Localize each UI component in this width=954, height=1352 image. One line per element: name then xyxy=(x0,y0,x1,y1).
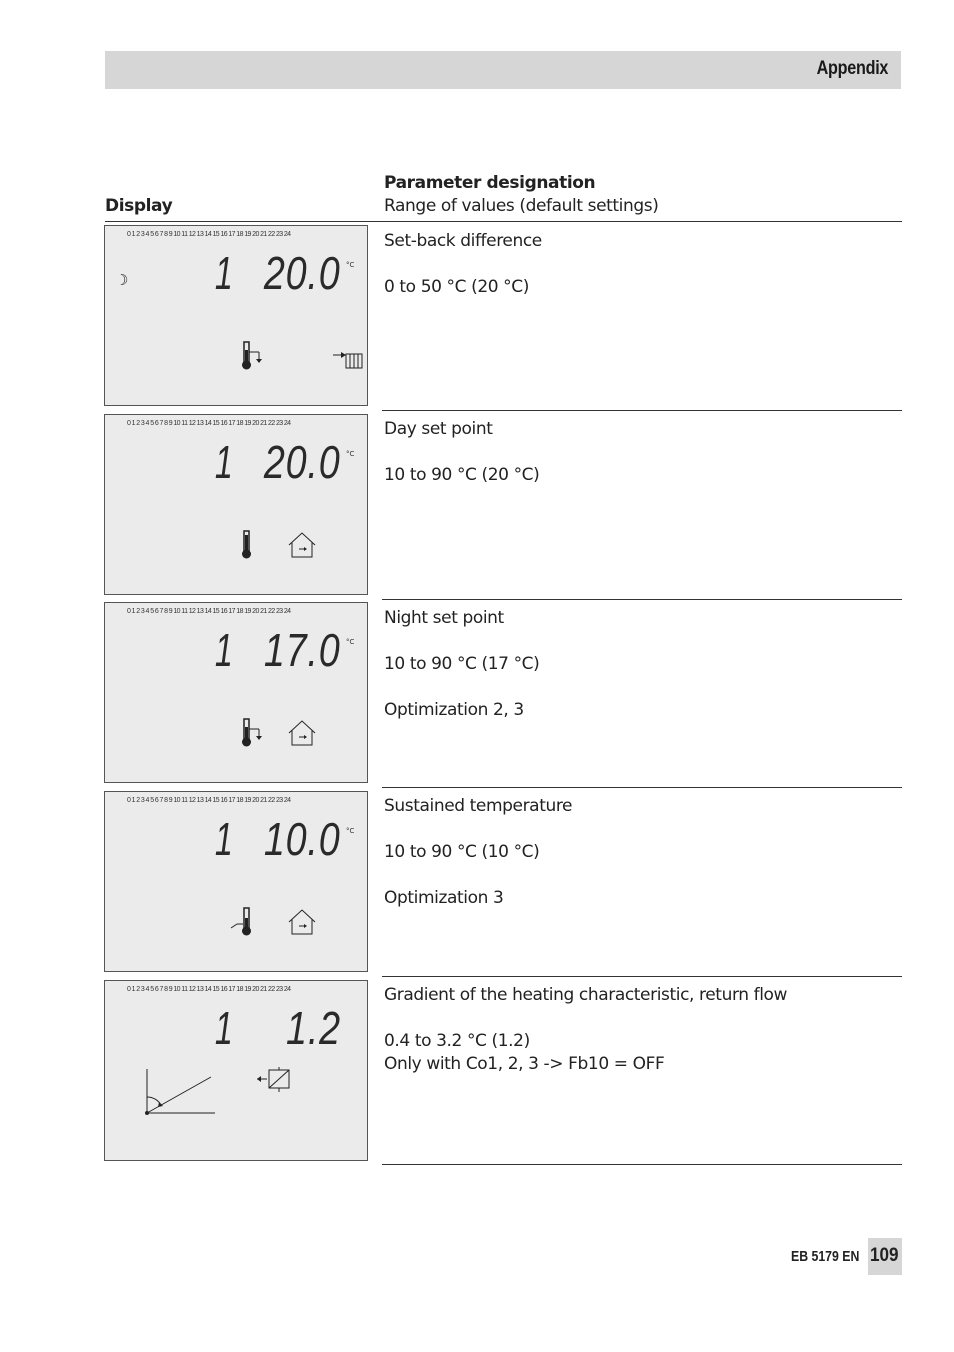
row-line xyxy=(384,864,572,887)
thermometer-icon xyxy=(239,529,255,561)
row-rule xyxy=(382,976,902,977)
lcd-level-digit: 1 xyxy=(214,813,233,865)
row-line xyxy=(384,630,539,653)
lcd-unit: °C xyxy=(346,827,355,835)
row-line xyxy=(384,1007,787,1030)
column-header-range: Range of values (default settings) xyxy=(384,196,659,216)
lcd-display-sustained xyxy=(104,791,368,972)
lcd-display-day xyxy=(104,414,368,595)
lcd-unit: °C xyxy=(346,450,355,458)
lcd-value: 17.0 xyxy=(264,624,341,676)
row-line: Night set point xyxy=(384,608,504,628)
row-text-day xyxy=(384,418,539,487)
header-title: Appendix xyxy=(816,58,888,79)
row-line: 0.4 to 3.2 °C (1.2) xyxy=(384,1031,530,1051)
thermometer-min-icon xyxy=(229,906,255,938)
lcd-level-digit: 1 xyxy=(214,247,233,299)
row-line: Only with Co1, 2, 3 -> Fb10 = OFF xyxy=(384,1054,665,1074)
thermometer-down-icon xyxy=(239,340,269,372)
row-line: 0 to 50 °C (20 °C) xyxy=(384,277,529,297)
lcd-level-digit: 1 xyxy=(214,1002,233,1054)
lcd-hour-scale: 0 1 2 3 4 5 6 7 8 9 10 11 12 13 14 15 16 17 18 19 20 21 22 23 24 xyxy=(127,986,291,993)
row-line xyxy=(384,818,572,841)
row-line: Sustained temperature xyxy=(384,796,573,816)
row-line xyxy=(384,441,539,464)
document-id: EB 5179 EN xyxy=(791,1248,860,1265)
row-text-sustained xyxy=(384,795,572,910)
row-line: Gradient of the heating characteristic, return flow xyxy=(384,985,788,1005)
page-number: 109 xyxy=(870,1245,899,1266)
row-rule xyxy=(382,410,902,411)
lcd-hour-scale: 0 1 2 3 4 5 6 7 8 9 10 11 12 13 14 15 16 17 18 19 20 21 22 23 24 xyxy=(127,420,291,427)
lcd-value: 20.0 xyxy=(264,436,341,488)
house-icon xyxy=(287,719,317,747)
row-rule xyxy=(382,787,902,788)
lcd-value: 20.0 xyxy=(264,247,341,299)
moon-icon: ☽ xyxy=(115,271,129,289)
row-line: Optimization 3 xyxy=(384,888,504,908)
row-line: Day set point xyxy=(384,419,493,439)
row-line: 10 to 90 °C (20 °C) xyxy=(384,465,540,485)
lcd-unit: °C xyxy=(346,638,355,646)
radiator-icon xyxy=(333,350,365,370)
row-text-gradient xyxy=(384,984,787,1076)
house-icon xyxy=(287,908,317,936)
row-line: Optimization 2, 3 xyxy=(384,700,524,720)
row-line xyxy=(384,676,539,699)
lcd-hour-scale: 0 1 2 3 4 5 6 7 8 9 10 11 12 13 14 15 16 17 18 19 20 21 22 23 24 xyxy=(127,608,291,615)
header-bar xyxy=(105,51,901,89)
lcd-display-night xyxy=(104,602,368,783)
thermometer-down-icon xyxy=(239,717,269,749)
heating-curve-icon xyxy=(143,1067,217,1119)
row-text-night xyxy=(384,607,539,722)
row-line xyxy=(384,253,542,276)
row-text-setback xyxy=(384,230,542,299)
lcd-level-digit: 1 xyxy=(214,436,233,488)
row-line: Set-back difference xyxy=(384,231,542,251)
row-line: 10 to 90 °C (17 °C) xyxy=(384,654,540,674)
row-rule xyxy=(382,599,902,600)
row-rule xyxy=(382,1164,902,1165)
lcd-hour-scale: 0 1 2 3 4 5 6 7 8 9 10 11 12 13 14 15 16 17 18 19 20 21 22 23 24 xyxy=(127,797,291,804)
lcd-hour-scale: 0 1 2 3 4 5 6 7 8 9 10 11 12 13 14 15 16 17 18 19 20 21 22 23 24 xyxy=(127,231,291,238)
header-rule xyxy=(105,221,902,222)
row-line: 10 to 90 °C (10 °C) xyxy=(384,842,540,862)
lcd-unit: °C xyxy=(346,261,355,269)
column-header-parameter: Parameter designation xyxy=(384,173,596,193)
page-number-box xyxy=(868,1238,902,1275)
house-icon xyxy=(287,531,317,559)
return-flow-sensor-icon xyxy=(255,1067,295,1093)
lcd-display-setback xyxy=(104,225,368,406)
lcd-display-gradient xyxy=(104,980,368,1161)
lcd-level-digit: 1 xyxy=(214,624,233,676)
lcd-value: 1.2 xyxy=(286,1002,341,1054)
column-header-display: Display xyxy=(105,196,173,216)
lcd-value: 10.0 xyxy=(264,813,341,865)
